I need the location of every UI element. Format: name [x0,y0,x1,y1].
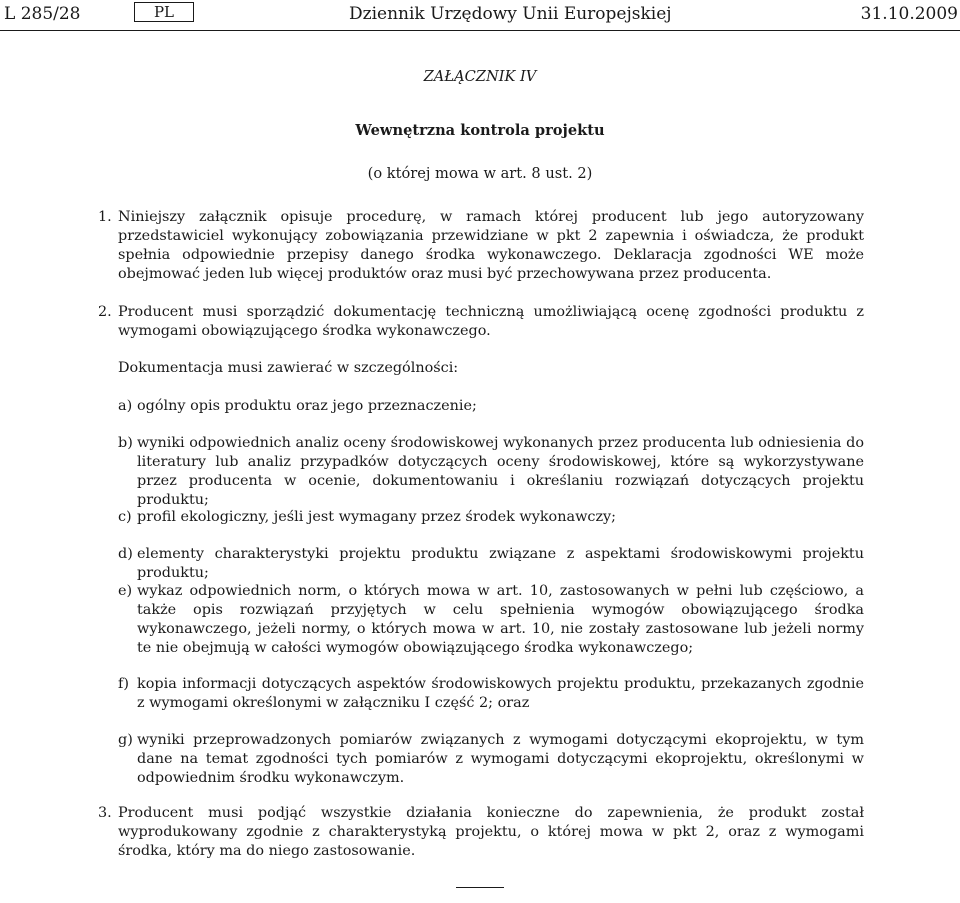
paragraph-number: 1. [98,209,112,225]
list-item-label: g) [118,732,133,748]
list-item-e [118,582,864,658]
list-item-label: b) [118,435,133,451]
list-item-text: wykaz odpowiednich norm, o których mowa w art. 10, zastosowanych w pełni lub częściowo, a także opis rozwiązań przyjętych w celu spełnienia wymogów obowiązującego środka wykonawczego, jeżeli normy, o których mowa w art. 10, nie zostały zastosowane lub jeżeli normy te nie obejmują w całości wymogów obowiązującego środka wykonawczego; [137,583,864,656]
journal-title: Dziennik Urzędowy Unii Europejskiej [349,4,672,24]
end-divider [456,887,504,888]
documentation-intro: Dokumentacja musi zawierać w szczególności: [118,360,459,376]
list-item-b [118,434,864,510]
list-item-c [118,508,864,527]
paragraph-2 [98,303,864,341]
list-item-label: d) [118,546,133,562]
list-item-text: elementy charakterystyki projektu produktu związane z aspektami środowiskowymi projektu produktu; [137,546,864,581]
annex-title: ZAŁĄCZNIK IV [423,68,537,85]
annex-heading: Wewnętrzna kontrola projektu [355,122,605,139]
list-item-text: wyniki odpowiednich analiz oceny środowiskowej wykonanych przez producenta lub odniesienia do literatury lub analiz przypadków dotyczących oceny środowiskowej, które są wykorzystywane przez producenta w ocenie, dokumentowaniu i określaniu rozwiązań dotyczących projektu produktu; [137,435,864,508]
language-badge: PL [134,2,194,22]
page-reference: L 285/28 [4,4,81,24]
header-divider [0,30,960,31]
paragraph-1 [98,208,864,284]
list-item-text: ogólny opis produktu oraz jego przeznaczenie; [137,398,477,414]
list-item-f [118,675,864,713]
list-item-d [118,545,864,583]
publication-date: 31.10.2009 [860,4,958,24]
annex-reference: (o której mowa w art. 8 ust. 2) [367,165,593,182]
paragraph-text: Niniejszy załącznik opisuje procedurę, w ramach której producent lub jego autoryzowany przedstawiciel wykonujący zobowiązania przewidziane w pkt 2 zapewnia i oświadcza, że produkt spełnia odpowiednie przepisy danego środka wykonawczego. Deklaracja zgodności WE może obejmować jeden lub więcej produktów oraz musi być przechowywana przez producenta. [118,209,864,282]
paragraph-number: 3. [98,805,112,821]
paragraph-number: 2. [98,304,112,320]
journal-header [0,4,960,26]
paragraph-text: Producent musi sporządzić dokumentację techniczną umożliwiającą ocenę zgodności produktu z wymogami obowiązującego środka wykonawczego. [118,304,864,339]
paragraph-3 [98,804,864,861]
list-item-text: wyniki przeprowadzonych pomiarów związanych z wymogami dotyczącymi ekoprojektu, w tym dane na temat zgodności tych pomiarów z wymogami dotyczącymi ekoprojektu, określonymi w odpowiednim środku wykonawczym. [137,732,864,786]
list-item-text: profil ekologiczny, jeśli jest wymagany przez środek wykonawczy; [137,509,617,525]
paragraph-text: Producent musi podjąć wszystkie działania konieczne do zapewnienia, że produkt został wyprodukowany zgodnie z charakterystyką projektu, o której mowa w pkt 2, oraz z wymogami środka, który ma do niego zastosowanie. [118,805,864,859]
list-item-label: e) [118,583,133,599]
list-item-text: kopia informacji dotyczących aspektów środowiskowych projektu produktu, przekazanych zgodnie z wymogami określonymi w załączniku I część 2; oraz [137,676,864,711]
list-item-label: a) [118,398,133,414]
list-item-label: c) [118,509,132,525]
list-item-label: f) [118,676,129,692]
list-item-g [118,731,864,788]
list-item-a [118,397,864,416]
